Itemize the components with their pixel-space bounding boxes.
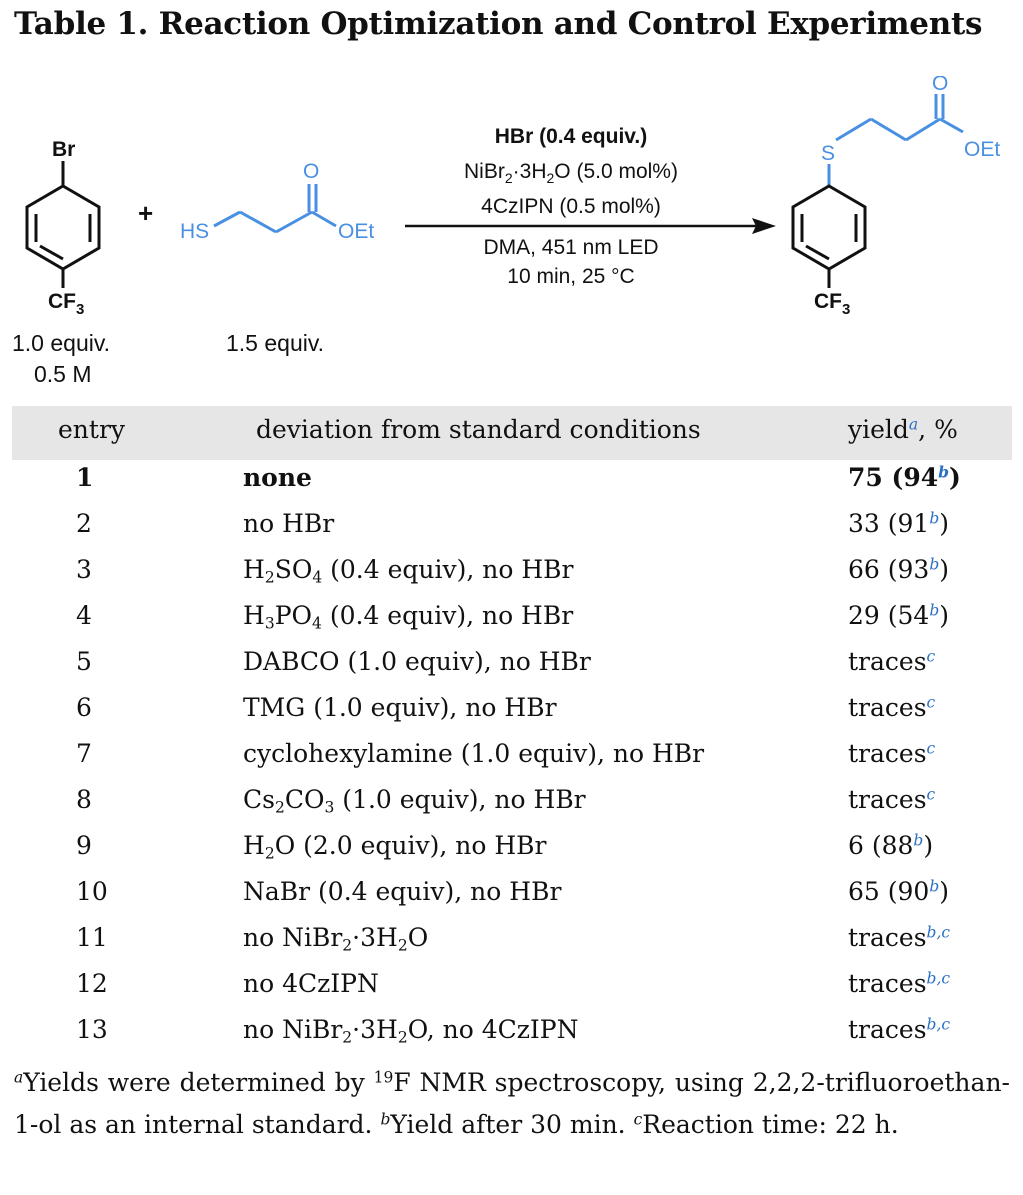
entry-number: 7 (76, 739, 92, 768)
deviation: no $NiBr_2\cdot 3H_2O$ (243, 923, 429, 955)
yield: 6 (88$^b$) (848, 831, 934, 860)
header-deviation: deviation from standard conditions (256, 415, 701, 444)
entry-number: 2 (76, 509, 92, 538)
entry-number: 9 (76, 831, 92, 860)
reactant1-cf3-label: $CF_3$ (48, 290, 85, 318)
entry-number: 4 (76, 601, 92, 630)
condition-photocatalyst: 4CzIPN (0.5 mol%) (481, 195, 661, 218)
deviation: none (243, 463, 312, 492)
table-header (12, 406, 1012, 460)
header-entry: entry (58, 415, 126, 444)
reactant2-equiv: 1.5 equiv. (226, 330, 325, 356)
yield: 66 (93$^b$) (848, 555, 950, 584)
entry-number: 11 (76, 923, 108, 952)
entry-number: 13 (76, 1015, 108, 1044)
condition-time-temp: 10 min, 25 °C (507, 265, 635, 288)
product-thioether (793, 94, 963, 288)
deviation: $H_2O$ (2.0 equiv), no HBr (243, 831, 547, 863)
yield: traces$^{b,c}$ (848, 969, 951, 998)
plus-sign: + (138, 198, 154, 228)
entry-number: 6 (76, 693, 92, 722)
yield: 29 (54$^b$) (848, 601, 950, 630)
reactant-thiol (214, 184, 336, 232)
deviation: $Cs_2CO_3$ (1.0 equiv), no HBr (243, 785, 586, 817)
yield: traces$^c$ (848, 739, 936, 768)
table-row (0, 509, 1023, 555)
yield: traces$^c$ (848, 693, 936, 722)
deviation: cyclohexylamine (1.0 equiv), no HBr (243, 739, 705, 768)
product-cf3-label: $CF_3$ (814, 290, 851, 318)
yield: traces$^c$ (848, 785, 936, 814)
yield: traces$^{b,c}$ (848, 1015, 951, 1044)
entry-number: 10 (76, 877, 108, 906)
condition-hbr: HBr (0.4 equiv.) (494, 125, 648, 148)
reactant1-br-label: Br (52, 138, 76, 161)
deviation: no 4CzIPN (243, 969, 379, 998)
table-row (0, 693, 1023, 739)
deviation: $H_3PO_4$ (0.4 equiv), no HBr (243, 601, 574, 633)
product-s-label: S (821, 142, 836, 165)
condition-nickel: $NiBr_2\cdot 3H_2O$ (5.0 mol%) (464, 160, 678, 186)
yield: 75 (94$^b$) (848, 462, 961, 492)
entry-number: 5 (76, 647, 92, 676)
reactant1-conc: 0.5 M (34, 361, 92, 387)
table-title: Table 1. Reaction Optimization and Control Experiments (14, 6, 983, 42)
table-row (0, 785, 1023, 831)
entry-number: 3 (76, 555, 92, 584)
entry-number: 8 (76, 785, 92, 814)
yield: traces$^c$ (848, 647, 936, 676)
deviation: TMG (1.0 equiv), no HBr (243, 693, 557, 722)
table-row (0, 877, 1023, 923)
table-row (0, 555, 1023, 601)
entry-number: 1 (76, 463, 94, 492)
deviation: $H_2SO_4$ (0.4 equiv), no HBr (243, 555, 574, 587)
product-ester-oet: OEt (964, 138, 1001, 161)
condition-solvent-light: DMA, 451 nm LED (483, 236, 659, 259)
deviation: no $NiBr_2\cdot 3H_2O$, no 4CzIPN (243, 1015, 579, 1047)
table-row (0, 923, 1023, 969)
table-row (0, 831, 1023, 877)
yield: 65 (90$^b$) (848, 877, 950, 906)
yield: 33 (91$^b$) (848, 509, 950, 538)
table-row (0, 647, 1023, 693)
yield: traces$^{b,c}$ (848, 923, 951, 952)
reaction-scheme (0, 76, 1023, 396)
deviation: NaBr (0.4 equiv), no HBr (243, 877, 562, 906)
table-footnotes: $^a$Yields were determined by $^{19}$F NMR spectroscopy, using 2,2,2-trifluoroethan-1-ol as an internal standard. $^b$Yield after 30 min. $^c$Reaction time: 22 h. (14, 1068, 1010, 1139)
thiol-carbonyl-o: O (303, 160, 320, 183)
deviation: DABCO (1.0 equiv), no HBr (243, 647, 591, 676)
table-row (0, 739, 1023, 785)
table-row (0, 601, 1023, 647)
entry-number: 12 (76, 969, 108, 998)
product-carbonyl-o: O (932, 76, 949, 95)
thiol-ester-oet: OEt (338, 220, 375, 243)
table-row (0, 463, 1023, 509)
header-yield: yield$^a$, % (848, 415, 958, 444)
table-row (0, 1015, 1023, 1061)
thiol-hs-label: HS (180, 220, 210, 243)
reactant1-equiv: 1.0 equiv. (12, 330, 111, 356)
table-row (0, 969, 1023, 1015)
reactant-aryl-bromide (27, 161, 99, 288)
deviation: no HBr (243, 509, 335, 538)
